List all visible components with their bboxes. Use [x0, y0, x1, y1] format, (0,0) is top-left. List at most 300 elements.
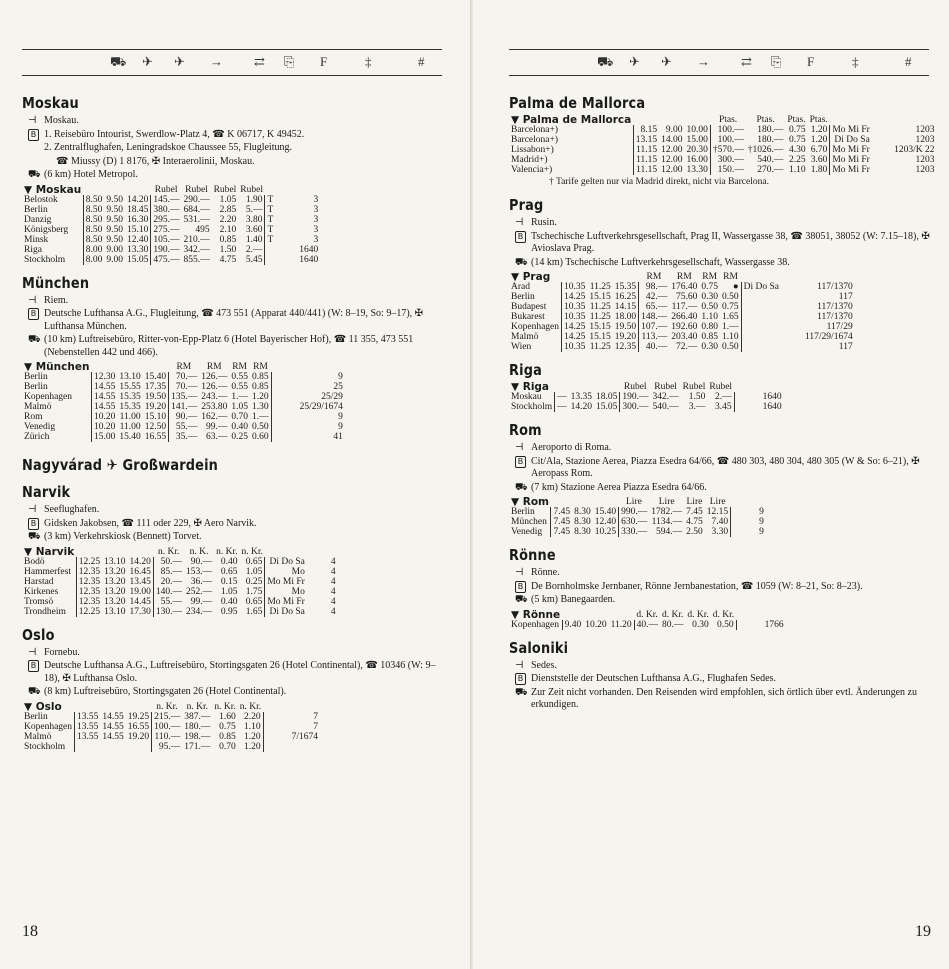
fare-cell: 0.40	[231, 422, 248, 432]
time-cell: 11.25	[589, 342, 611, 352]
bus-text: Zur Zeit nicht vorhanden. Den Reisenden wird empfohlen, sich örtlich über evtl. Änderungen zu erkundigen.	[531, 686, 917, 710]
fare-currency-head: Rubel	[623, 382, 647, 392]
destination-cell: Königsberg	[24, 224, 69, 235]
reference-cell: 4	[330, 566, 336, 577]
origin-city: Oslo	[35, 700, 62, 713]
timetable-header	[509, 497, 766, 507]
airport-name: Fornebu.	[44, 646, 80, 658]
time-cell: 12.35	[76, 567, 102, 577]
airport-line	[509, 442, 937, 455]
left-content	[22, 94, 450, 761]
table-row	[22, 205, 320, 215]
booking-line	[509, 673, 937, 686]
reference-cell	[275, 235, 285, 245]
time-cell: 16.00	[686, 155, 708, 165]
timetable-header	[22, 185, 320, 195]
time-cell: 18.05	[596, 392, 618, 402]
time-cell: 10.35	[562, 302, 588, 312]
time-cell: 12.35	[76, 577, 102, 587]
fare-currency-head: RM	[176, 362, 192, 372]
time-cell: 12.40	[126, 234, 149, 245]
time-cell: 20.30	[686, 145, 708, 155]
table-row	[509, 155, 937, 165]
time-cell	[126, 742, 152, 752]
fare-cell: 300.—	[710, 155, 745, 165]
fare-cell: 130.—	[153, 607, 184, 617]
table-row	[509, 620, 786, 630]
airport-name: Riem.	[44, 294, 69, 306]
fare-cell: 5.45	[245, 254, 263, 265]
reference-cell	[872, 125, 880, 135]
fare-cell: 7.40	[711, 517, 729, 527]
reference-cell	[276, 392, 286, 402]
airport-name: Rönne.	[531, 567, 560, 578]
destination-cell: Berlin	[24, 382, 48, 392]
fare-cell: 0.30	[701, 292, 719, 302]
fare-cell: 342.—	[652, 392, 679, 402]
bus-line	[509, 482, 937, 495]
time-cell: —	[555, 402, 569, 412]
reference-cell	[872, 135, 880, 145]
bus-icon: ⛟	[28, 169, 41, 180]
time-cell: 9.50	[106, 224, 123, 235]
reference-cell	[276, 382, 286, 392]
days-cell: T	[265, 195, 275, 205]
city-title: München	[22, 273, 90, 292]
fare-cell: 180.—	[757, 135, 784, 145]
page-number: 18	[22, 923, 38, 940]
fare-cell: 0.50	[722, 342, 739, 352]
fare-cell: 1.05	[245, 566, 263, 577]
timetable	[509, 382, 784, 412]
days-cell	[741, 292, 781, 302]
fare-cell: 1.05	[220, 586, 238, 597]
bus-icon: ⛟	[28, 686, 41, 697]
days-cell: Mo Mi Fr	[830, 145, 872, 155]
timetable	[509, 115, 937, 175]
time-cell: 12.40	[594, 517, 617, 527]
destination-cell: Berlin	[511, 292, 535, 302]
reference-cell: 4	[330, 556, 336, 567]
departure-arrow-icon: ▼	[24, 361, 36, 373]
origin-label	[509, 497, 551, 507]
time-cell: 7.45	[551, 527, 572, 537]
table-row	[509, 402, 784, 412]
time-cell: 9.50	[106, 204, 123, 215]
blank-head	[555, 382, 569, 392]
city-name: Nagyvárad	[22, 456, 103, 474]
reference-cell	[268, 712, 278, 722]
time-cell: 8.50	[83, 225, 104, 235]
reference-cell	[307, 557, 317, 567]
destination-cell: Malmö	[24, 402, 52, 412]
fare-cell: 0.75	[219, 721, 236, 732]
fare-cell: 0.40	[220, 556, 238, 567]
fare-cell: 148.—	[639, 312, 670, 322]
fare-cell: 0.15	[220, 576, 238, 587]
dagger-icon: ‡	[365, 54, 372, 69]
fare-cell: 0.30	[692, 619, 709, 630]
days-cell: Mo	[265, 567, 307, 577]
days-cell: T	[265, 225, 275, 235]
days-cell: T	[265, 235, 275, 245]
timetable	[22, 547, 338, 617]
fare-cell: 1.50	[688, 392, 706, 402]
fare-currency-head: d. Kr.	[662, 609, 684, 620]
fare-cell: 1.20	[244, 741, 261, 752]
time-cell: 15.00	[686, 135, 708, 145]
reference-cell	[275, 215, 285, 225]
reference-cell	[276, 432, 286, 442]
time-cell: 19.20	[127, 731, 150, 742]
time-cell: 12.00	[661, 165, 683, 175]
fare-currency-head: Lire	[658, 497, 675, 507]
destination-cell: Hammerfest	[24, 566, 71, 577]
page-right	[473, 0, 949, 969]
fare-cell: 3.45	[714, 402, 732, 412]
time-cell: 17.35	[144, 382, 167, 392]
time-cell: 15.40	[594, 507, 617, 517]
reference-cell: 4	[330, 596, 336, 607]
fare-cell: 0.40	[220, 596, 238, 607]
days-cell: Mo Mi Fr	[830, 165, 872, 175]
time-cell: 8.30	[574, 527, 591, 537]
time-cell: 8.50	[83, 215, 104, 225]
origin-label	[509, 382, 555, 392]
fare-cell: 1.20	[810, 125, 828, 135]
reference-cell: 1766	[764, 619, 784, 630]
time-cell: 14.25	[562, 322, 588, 332]
table-row	[509, 527, 766, 537]
fare-cell: 1.90	[245, 194, 263, 205]
destination-cell: Kirkenes	[24, 586, 59, 597]
time-cell: 15.05	[596, 402, 618, 412]
time-cell: 14.55	[91, 382, 117, 392]
fare-cell: 105.—	[151, 235, 182, 245]
days-cell: T	[265, 205, 275, 215]
table-row	[509, 312, 855, 322]
bus-text: (8 km) Luftreisebüro, Stortingsgaten 26 (Hotel Continental).	[44, 686, 287, 697]
time-cell: 12.50	[144, 422, 167, 432]
time-cell: 9.50	[106, 194, 123, 205]
reference-cell	[307, 607, 317, 617]
table-row	[22, 392, 345, 402]
fare-cell: 540.—	[652, 402, 679, 412]
fare-cell: 42.—	[639, 292, 670, 302]
fare-cell: 855.—	[183, 254, 210, 265]
fare-cell: 2.—	[245, 244, 263, 255]
time-cell: 8.50	[83, 205, 104, 215]
bus-icon: ⛟	[28, 334, 41, 345]
reference-cell: 3	[313, 224, 319, 235]
time-cell: 14.25	[562, 332, 588, 342]
booking-text: Tschechische Luftverkehrsgesellschaft, Prag II, Wassergasse 38, ☎ 38051, 38052 (W: 7.15–18), ✠ Avioslava Prag.	[531, 230, 930, 254]
fare-cell: 203.40	[671, 332, 698, 342]
time-cell: 10.35	[562, 312, 588, 322]
time-cell: 10.20	[91, 412, 117, 422]
fare-cell: 70.—	[169, 372, 200, 382]
time-cell: 14.00	[661, 135, 683, 145]
time-cell: 13.35	[570, 392, 593, 402]
city-title: Rönne	[509, 546, 556, 564]
time-cell: 15.55	[119, 382, 141, 392]
time-cell: 18.45	[126, 204, 149, 215]
blank-head	[102, 547, 127, 557]
fare-cell: 0.50	[717, 619, 734, 630]
reference-cell: 3	[313, 214, 319, 225]
blank-head	[569, 382, 594, 392]
fare-cell: 1.10	[701, 312, 719, 322]
booking-line	[22, 660, 450, 685]
reference-cell	[781, 322, 791, 332]
table-row	[22, 587, 338, 597]
time-cell: 15.40	[144, 372, 167, 382]
bus-icon: ⛟	[28, 531, 41, 542]
reference-cell	[268, 742, 278, 752]
reference-cell: 117	[838, 342, 853, 352]
fare-cell: 1.30	[251, 402, 269, 412]
table-row	[22, 215, 320, 225]
booking-line	[509, 456, 937, 481]
fare-cell: 98.—	[639, 282, 670, 292]
airport-icon: ⊣	[515, 567, 524, 578]
fare-cell: 1.80	[810, 165, 828, 175]
reference-cell: 7	[313, 711, 319, 722]
city-title: Prag	[509, 196, 544, 214]
time-cell: 8.30	[574, 517, 591, 527]
fare-cell: 2.85	[219, 204, 237, 215]
fare-cell: 630.—	[619, 517, 650, 527]
fare-cell: 243.—	[201, 392, 228, 402]
blank-head	[562, 610, 583, 620]
airport-line	[22, 504, 450, 517]
destination-cell: Bodö	[24, 556, 45, 567]
origin-city: Narvik	[35, 545, 75, 558]
days-cell	[741, 342, 781, 352]
blank-head	[633, 115, 659, 125]
time-cell: 19.00	[129, 586, 151, 597]
fare-cell: 3.60	[810, 155, 828, 165]
timetable	[509, 272, 855, 352]
booking-text: Gidsken Jakobsen, ☎ 111 oder 229, ✠ Aero Narvik.	[44, 517, 257, 529]
timetable-header	[509, 272, 855, 282]
fare-cell: 110.—	[152, 732, 183, 742]
destination-cell: Madrid+)	[511, 155, 548, 165]
city-title: Moskau	[22, 94, 79, 112]
fare-cell: 1.10	[788, 165, 806, 175]
number-sign-icon: #	[905, 54, 912, 69]
fare-cell: 100.—	[152, 722, 183, 732]
booking-icon: B	[28, 518, 39, 531]
time-cell: 9.00	[106, 244, 123, 255]
reference-cell: 1203	[915, 155, 935, 165]
fare-currency-head: Rubel	[154, 184, 178, 195]
bus-text: (5 km) Banegaarden.	[531, 594, 616, 605]
reference-cell	[275, 195, 285, 205]
time-cell: 11.15	[633, 145, 659, 155]
departure-arrow-icon: ▼	[511, 271, 523, 283]
reference-cell	[735, 507, 745, 517]
fare-cell: 40.—	[639, 342, 670, 352]
fare-cell: 2.25	[788, 155, 806, 165]
timetable	[22, 185, 321, 265]
fare-cell: 70.—	[169, 382, 200, 392]
fare-cell: 1134.—	[651, 517, 683, 527]
fare-currency-head: Rubel	[654, 382, 677, 392]
table-row	[509, 145, 937, 155]
days-cell	[741, 302, 781, 312]
booking-icon: B	[28, 660, 39, 673]
bus-text: (7 km) Stazione Aerea Piazza Esedra 64/66.	[531, 481, 707, 493]
reference-cell	[781, 282, 791, 292]
fare-cell: 270.—	[757, 165, 784, 175]
days-cell: Di Do Sa	[265, 557, 307, 567]
days-cell: Di Do Sa	[265, 607, 307, 617]
departure-arrow-icon: ▼	[511, 608, 523, 621]
fare-currency-head: RM	[253, 362, 268, 372]
bus-icon: ⛟	[515, 686, 528, 698]
fare-cell: 0.50	[251, 422, 269, 432]
arrow-right-icon: →	[210, 54, 223, 69]
time-cell: 9.00	[665, 125, 683, 135]
origin-city: München	[35, 361, 90, 373]
table-row	[22, 432, 345, 442]
fare-cell: 0.85	[219, 234, 237, 245]
destination-cell: Belostok	[24, 194, 58, 205]
city-title: Narvik	[22, 483, 71, 501]
time-cell: 12.35	[76, 597, 102, 607]
bus-text: (14 km) Tschechische Luftverkehrsgesellschaft, Wassergasse 38.	[531, 256, 790, 268]
table-row	[22, 597, 338, 607]
table-row	[22, 712, 320, 722]
table-row	[22, 732, 320, 742]
time-cell: 8.50	[83, 195, 104, 205]
time-cell: 15.10	[144, 412, 167, 422]
fare-cell: 113.—	[639, 332, 670, 342]
table-row	[22, 422, 345, 432]
origin-city: Riga	[522, 381, 550, 393]
time-cell: 12.25	[76, 557, 102, 567]
reference-cell: 9	[759, 507, 764, 517]
origin-label	[509, 610, 562, 620]
bus-line	[22, 169, 450, 182]
section-nagyvarad	[22, 456, 450, 474]
destination-cell: Barcelona+)	[511, 135, 559, 145]
reference-cell	[781, 292, 791, 302]
reference-cell: 117/1370	[817, 282, 853, 292]
fare-cell: 0.55	[231, 382, 248, 392]
fare-cell: 20.—	[153, 577, 184, 587]
fare-cell: 4.75	[219, 254, 237, 265]
fare-cell: ●	[732, 282, 739, 292]
section-rom	[509, 421, 937, 537]
reference-cell	[872, 165, 880, 175]
destination-cell: Danzig	[24, 214, 52, 225]
timetable-header	[509, 610, 786, 620]
section-roenne	[509, 546, 937, 630]
days-cell	[265, 255, 275, 265]
section-prag	[509, 196, 937, 352]
airport-name: Rusin.	[531, 217, 557, 228]
airport-line	[22, 295, 450, 308]
origin-label	[22, 547, 76, 557]
reference-cell	[276, 402, 286, 412]
fare-currency-head: d. Kr.	[712, 609, 735, 620]
table-row	[22, 557, 338, 567]
arrow-right-icon: →	[697, 54, 710, 69]
destination-cell: Lissabon+)	[511, 145, 554, 155]
fare-cell: 100.—	[710, 135, 745, 145]
table-row	[509, 517, 766, 527]
bus-line	[22, 686, 450, 699]
time-cell: 13.30	[126, 244, 149, 255]
fare-cell: 176.40	[671, 282, 698, 292]
right-content	[509, 94, 937, 721]
origin-label	[509, 115, 633, 125]
destination-cell: Kopenhagen	[24, 721, 73, 732]
city-title: Riga	[509, 361, 542, 379]
time-cell: 16.55	[144, 432, 167, 442]
destination-cell: Rom	[24, 412, 43, 422]
fare-currency-head: n. Kr.	[186, 701, 209, 712]
city-title: Saloniki	[509, 638, 569, 657]
airport-icon: ⊣	[515, 217, 524, 228]
section-riga	[509, 361, 937, 412]
time-cell: 8.00	[83, 245, 104, 255]
airport-icon: ⊣	[28, 504, 37, 515]
fare-cell: 1.65	[245, 606, 263, 617]
destination-cell: Wien	[511, 342, 532, 352]
reference-cell: 1640	[762, 392, 782, 402]
destination-cell: Valencia+)	[511, 165, 553, 175]
fare-cell: 7.45	[686, 507, 703, 517]
fare-cell: 594.—	[655, 527, 683, 537]
timetable	[22, 702, 321, 752]
table-row	[509, 302, 855, 312]
time-cell: 10.35	[562, 282, 588, 292]
table-row	[509, 322, 855, 332]
days-cell: Mo Mi Fr	[265, 577, 307, 587]
fare-cell: 126.—	[201, 372, 228, 382]
booking-icon: B	[28, 308, 39, 321]
fare-currency-head: n. Kr.	[241, 546, 263, 557]
fare-cell: 266.40	[671, 312, 698, 322]
fare-cell: 0.65	[220, 566, 238, 577]
fare-cell: 1.—	[722, 322, 739, 332]
timetable-header	[22, 702, 320, 712]
fare-currency-head: Rubel	[185, 184, 208, 195]
reference-cell	[739, 392, 749, 402]
booking-line	[22, 308, 450, 333]
number-sign-icon: #	[418, 54, 425, 69]
fare-cell: 192.60	[671, 322, 698, 332]
fare-currency-head: Rubel	[213, 184, 237, 195]
time-cell: 11.15	[633, 155, 659, 165]
fare-cell: 0.65	[245, 596, 263, 607]
fare-currency-head: RM	[232, 362, 248, 372]
reference-cell: 1203	[915, 165, 935, 175]
timetable-header	[22, 547, 338, 557]
bus-text: (10 km) Luftreisebüro, Ritter-von-Epp-Platz 6 (Hotel Bayerischer Hof), ☎ 11 355, 473 551 (Nebenstellen 442 und 466).	[44, 334, 414, 358]
airport-name: Seeflughafen.	[44, 504, 100, 515]
fare-currency-head: n. Kr.	[156, 701, 178, 712]
booking-line	[509, 581, 937, 594]
time-cell: 12.35	[76, 587, 102, 597]
reference-cell	[781, 332, 791, 342]
timetable-header	[509, 115, 937, 125]
reference-cell: 117/29/1674	[805, 332, 853, 342]
time-cell: 18.00	[614, 312, 637, 322]
